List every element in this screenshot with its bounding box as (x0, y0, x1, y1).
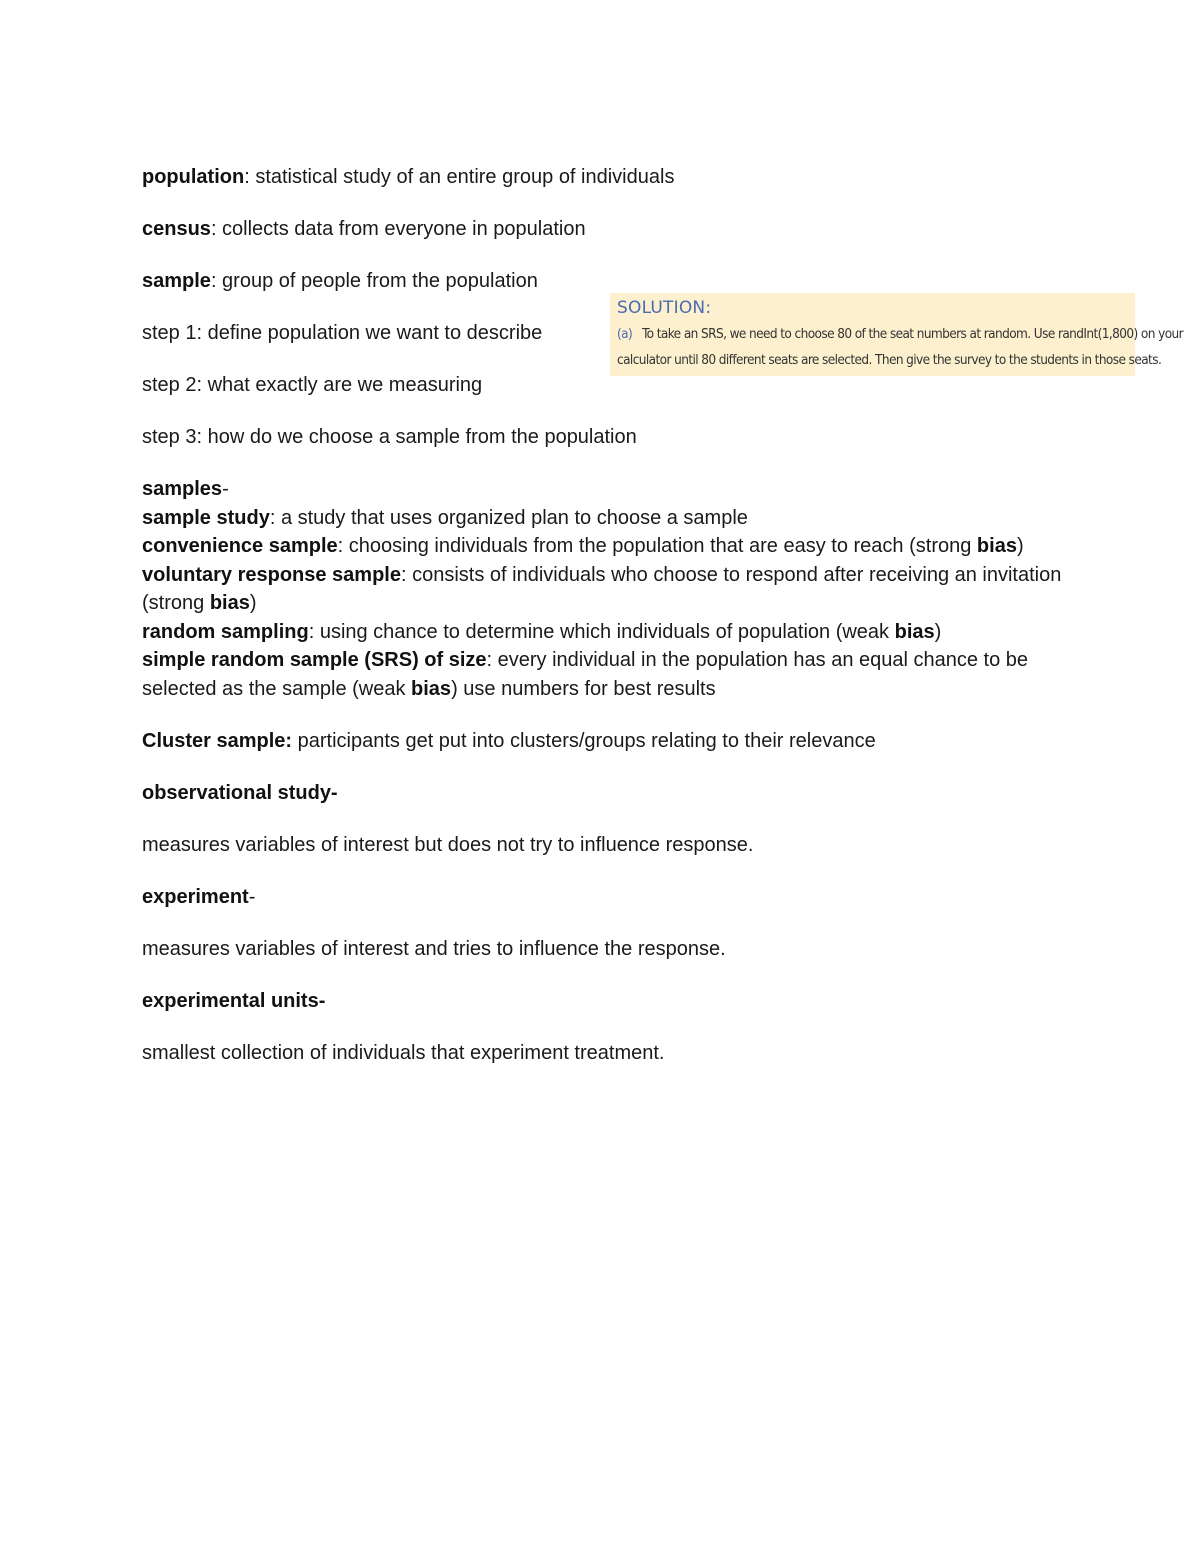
definition-text: : collects data from everyone in population (210, 218, 586, 240)
step-3: step 3: how do we choose a sample from the population (142, 426, 637, 448)
solution-line-2: calculator until 80 different seats are selected. Then give the survey to the students in those seats. (617, 352, 1162, 368)
definition-text: : a study that uses organized plan to choose a sample (269, 506, 748, 529)
term: population (142, 166, 245, 188)
definition-text: : using chance to determine which individuals of population (weak (308, 620, 895, 643)
term: simple random sample (SRS) of size (142, 649, 487, 671)
heading-suffix: - (222, 478, 229, 500)
definition-random-sampling (142, 618, 1062, 647)
solution-image (610, 293, 1184, 376)
heading-text: experiment (142, 885, 249, 908)
bias-word: bias (894, 620, 935, 643)
term: Cluster sample: (142, 729, 293, 752)
heading-text: observational study- (142, 781, 338, 804)
term: sample study (142, 506, 270, 529)
definition-text: : consists of individuals who choose to respond after receiving an invitation (strong (142, 563, 1062, 614)
heading-suffix: - (248, 885, 256, 908)
solution-text: To take an SRS, we need to choose 80 of the seat numbers at random. Use randInt(1,800) on your (642, 326, 1184, 342)
observational-study-heading (142, 779, 1062, 808)
definition-convenience-sample (142, 532, 1062, 561)
definition-simple-random-sample (142, 646, 1062, 703)
bias-word: bias (411, 677, 452, 700)
step-2: step 2: what exactly are we measuring (142, 374, 483, 396)
definition-end: ) (249, 592, 257, 614)
definition-cluster-sample (142, 727, 1062, 756)
definition-text: participants get put into clusters/groups relating to their relevance (292, 729, 876, 752)
solution-line-1 (617, 326, 1183, 342)
definition-text: : group of people from the population (210, 270, 538, 292)
step-1: step 1: define population we want to describe (142, 322, 543, 344)
solution-marker: (a) (617, 326, 633, 342)
term: sample (142, 270, 211, 292)
term: voluntary response sample (142, 563, 401, 586)
term: convenience sample (142, 535, 338, 557)
samples-heading (142, 475, 1062, 504)
heading-text: samples (142, 478, 223, 500)
definition-end: ) (1016, 535, 1024, 557)
definition-sample-study (142, 504, 1062, 533)
experiment-text: measures variables of interest and tries to influence the response. (142, 937, 726, 960)
observational-study-text: measures variables of interest but does not try to influence response. (142, 833, 754, 856)
term: census (142, 218, 211, 240)
definition-census (142, 215, 1062, 244)
experimental-units-heading (142, 987, 1062, 1016)
definition-voluntary-response-sample (142, 561, 1062, 618)
samples-section (142, 475, 1062, 703)
definition-population (142, 163, 1062, 192)
bias-word: bias (209, 592, 250, 614)
experimental-units-text: smallest collection of individuals that experiment treatment. (142, 1041, 665, 1064)
definition-end: ) (934, 620, 942, 643)
definition-end: ) use numbers for best results (451, 677, 716, 700)
term: random sampling (142, 620, 309, 643)
heading-text: experimental units- (142, 989, 326, 1012)
solution-title: SOLUTION: (617, 298, 712, 318)
definition-text: : choosing individuals from the population that are easy to reach (strong (337, 535, 977, 557)
experiment-heading (142, 883, 1062, 912)
definition-text: : statistical study of an entire group of individuals (244, 166, 675, 188)
bias-word: bias (976, 535, 1017, 557)
definition-sample (142, 267, 1062, 296)
definition-text: : every individual in the population has an equal chance to be selected as the sample (weak (142, 649, 1029, 700)
